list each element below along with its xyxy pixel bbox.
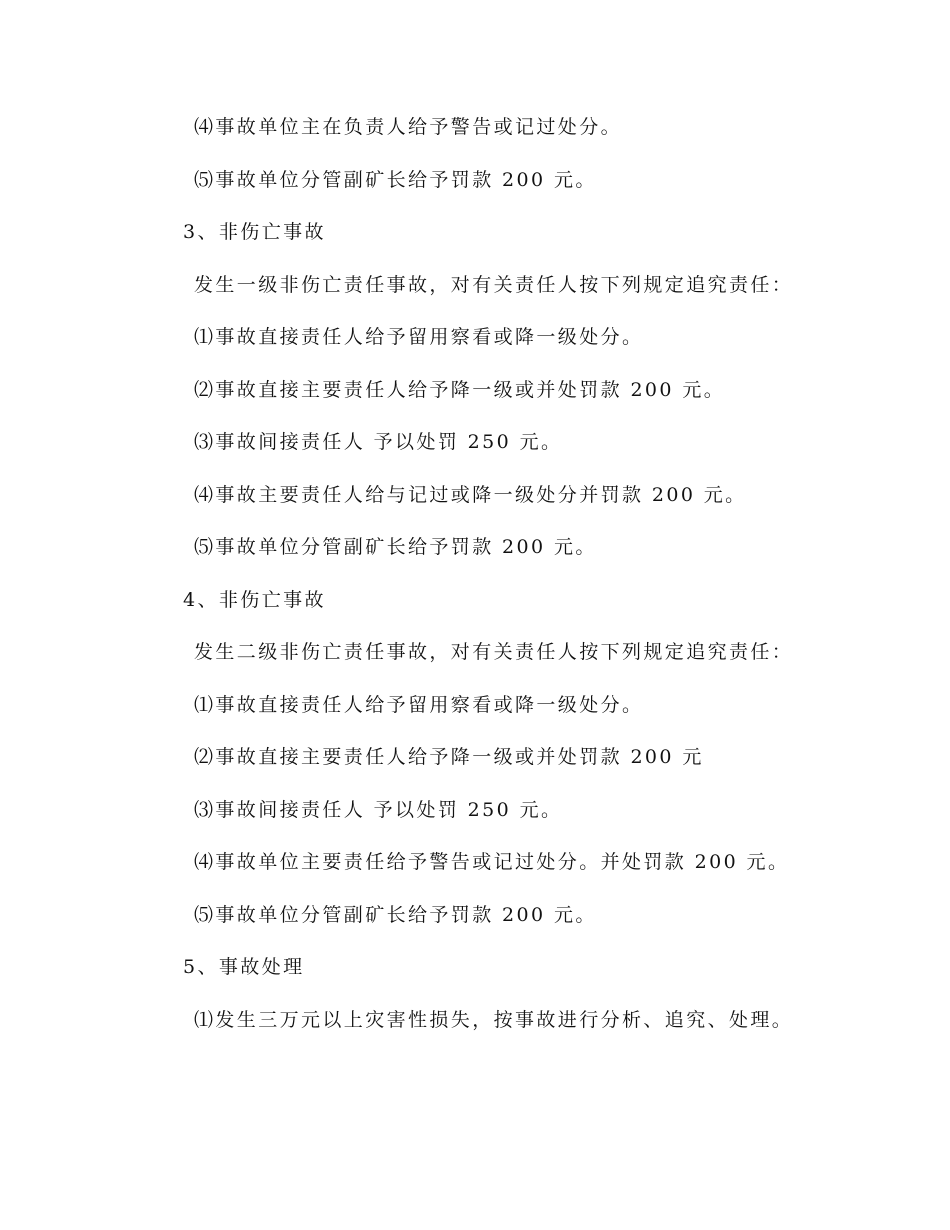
section-3-clause-4: ⑷事故主要责任人给与记过或降一级处分并罚款 200 元。 [194,484,747,506]
section-3-clause-1: ⑴事故直接责任人给予留用察看或降一级处分。 [194,326,644,348]
section-5-clause-1: ⑴发生三万元以上灾害性损失，按事故进行分析、追究、处理。 [194,1009,794,1031]
section-4-clause-2: ⑵事故直接主要责任人给予降一级或并处罚款 200 元 [194,746,704,768]
section-4-clause-4: ⑷事故单位主要责任给予警告或记过处分。并处罚款 200 元。 [194,851,790,873]
section-heading-4: 4、非伤亡事故 [183,589,326,611]
clause-5-1: ⑸事故单位分管副矿长给予罚款 200 元。 [194,169,597,191]
section-3-clause-2: ⑵事故直接主要责任人给予降一级或并处罚款 200 元。 [194,379,726,401]
section-4-intro: 发生二级非伤亡责任事故，对有关责任人按下列规定追究责任： [194,641,794,663]
section-3-clause-3: ⑶事故间接责任人 予以处罚 250 元。 [194,431,563,453]
section-4-clause-1: ⑴事故直接责任人给予留用察看或降一级处分。 [194,694,644,716]
section-4-clause-5: ⑸事故单位分管副矿长给予罚款 200 元。 [194,904,597,926]
section-4-clause-3: ⑶事故间接责任人 予以处罚 250 元。 [194,799,563,821]
clause-4-1: ⑷事故单位主在负责人给予警告或记过处分。 [194,116,623,138]
section-3-intro: 发生一级非伤亡责任事故，对有关责任人按下列规定追究责任： [194,274,794,296]
section-heading-5: 5、事故处理 [183,956,305,978]
section-heading-3: 3、非伤亡事故 [183,221,326,243]
section-3-clause-5: ⑸事故单位分管副矿长给予罚款 200 元。 [194,536,597,558]
